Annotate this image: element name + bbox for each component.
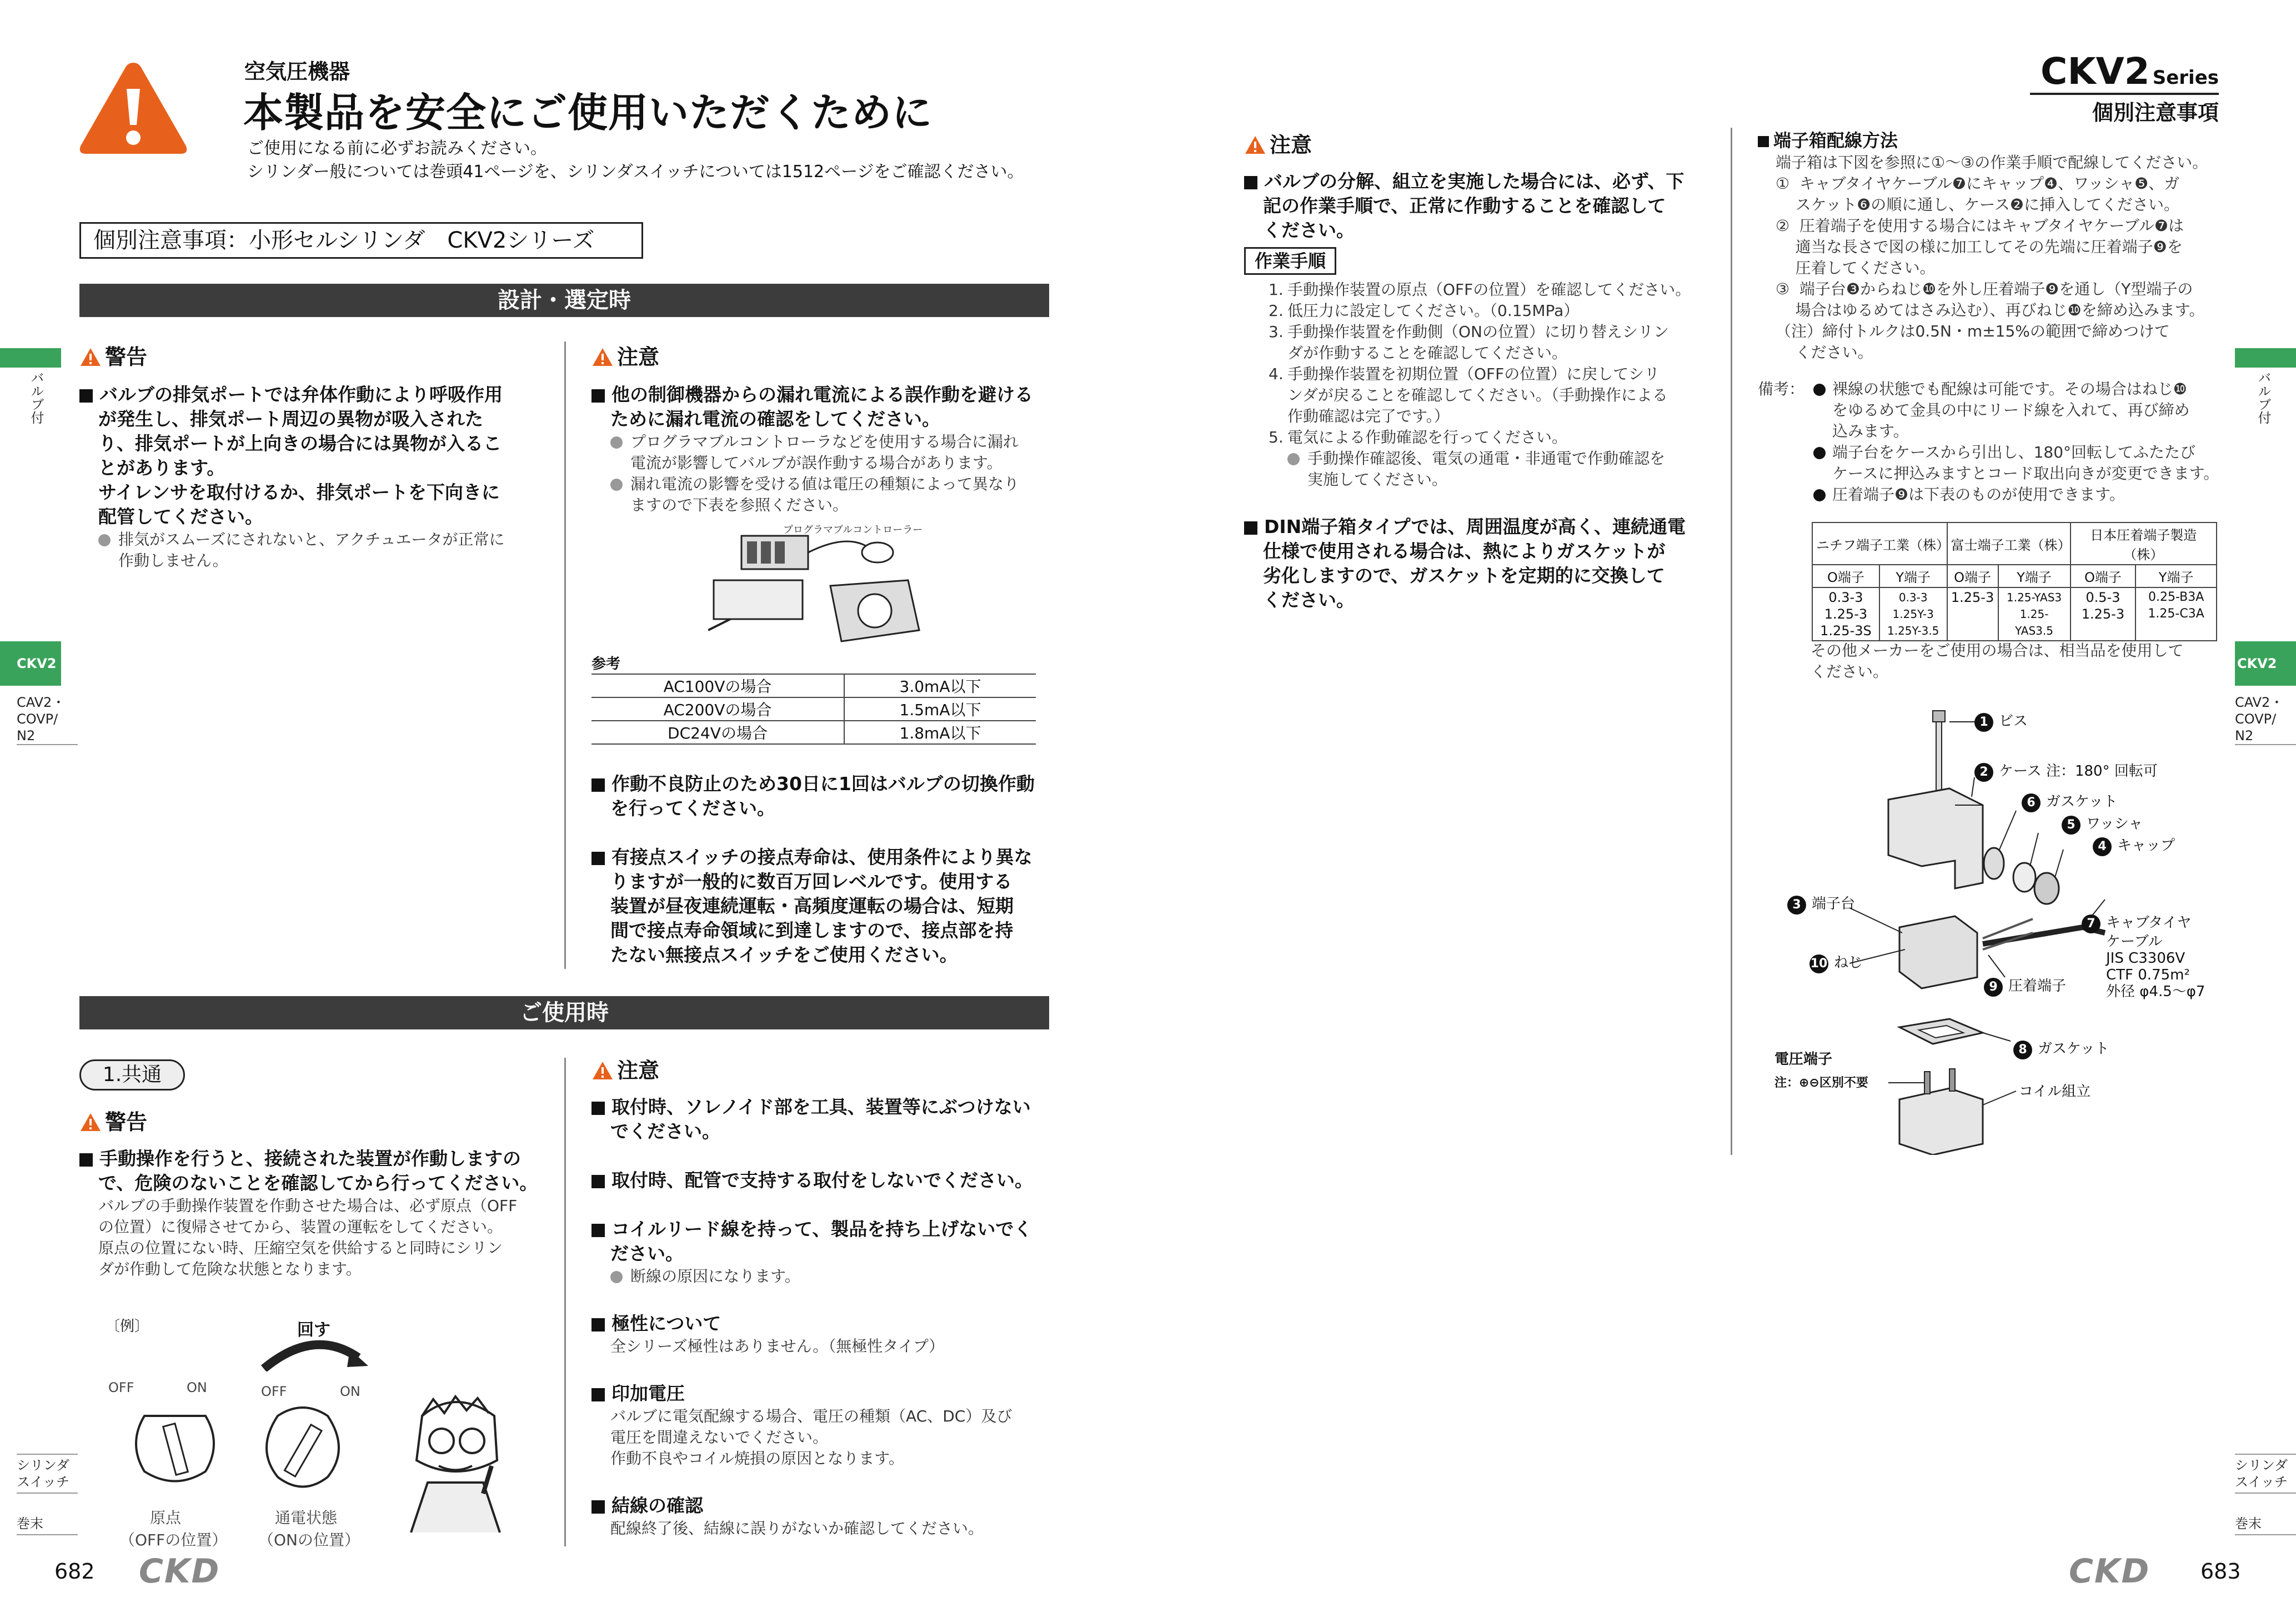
part-5 <box>2062 815 2143 835</box>
text-line: 実施してください。 <box>1307 470 1448 489</box>
step-number: 3. <box>1269 323 1284 341</box>
bullet-icon <box>591 1500 605 1514</box>
series-suffix: Series <box>2152 67 2219 89</box>
table-cell: 1.5mA以下 <box>844 697 1036 721</box>
bullet-icon <box>1813 384 1826 396</box>
step-number: 5. <box>1269 428 1284 446</box>
leak-current-table <box>591 674 1036 745</box>
rotate-arrow-icon <box>258 1333 369 1371</box>
tab-valve-left-label: バルブ付 <box>28 371 44 424</box>
text-line: バルブの排気ポートでは弁体作動により呼吸作用 <box>99 384 503 405</box>
other-makers-1: その他メーカーをご使用の場合は、相当品を使用して <box>1811 641 2184 660</box>
mid-caution <box>591 340 1052 516</box>
tab-valve-right-label: バルブ付 <box>2255 371 2271 424</box>
tab-switch-right[interactable] <box>2235 1454 2296 1494</box>
bullet-icon <box>1244 176 1257 189</box>
caption-on-a: 通電状態 <box>275 1509 338 1527</box>
tab-label: CAV2・ <box>2235 695 2284 710</box>
tab-label: シリンダ <box>2235 1458 2288 1473</box>
text-line: ください。 <box>1263 589 1355 611</box>
use-caution <box>591 1053 1052 1539</box>
coil-assembly-label: コイル組立 <box>2019 1083 2091 1100</box>
step-number: 1. <box>1269 280 1284 299</box>
text-line: の位置）に復帰させてから、装置の運転をしてください。 <box>98 1218 503 1236</box>
text-line: 作動不良防止のため30日に1回はバルブの切換作動 <box>611 773 1035 795</box>
text-line: スケット❻の順に通し、ケース❷に挿入してください。 <box>1776 195 2180 214</box>
table-cell: 1.8mA以下 <box>844 721 1036 744</box>
text-line: 適当な長さで図の様に加工してその先端に圧着端子❾を <box>1776 238 2183 256</box>
text-line: 有接点スイッチの接点寿命は、使用条件により異な <box>611 846 1032 868</box>
text-line: でください。 <box>610 1120 720 1142</box>
off-label-2: OFF <box>261 1384 287 1399</box>
text-line: ださい。 <box>610 1243 684 1264</box>
intro-line-2: シリンダー般については巻頭41ページを、シリンダスイッチについては1512ページをご確認ください。 <box>247 162 1024 182</box>
table-header: ニチフ端子工業（株） <box>1812 522 1947 565</box>
table-cell: 0.3-3 1.25-3 1.25-3S <box>1812 587 1879 641</box>
caution-small-icon <box>1244 135 1266 155</box>
text-line: （注）締付トルクは0.5N・m±15%の範囲で締めつけて <box>1776 322 2170 340</box>
text-line: 低圧力に設定してください。（0.15MPa） <box>1287 302 1580 320</box>
part-label: 端子台 <box>1812 896 1856 912</box>
text-line: 手動操作を行うと、接続された装置が作動しますの <box>99 1148 521 1169</box>
text-line: 劣化しますので、ガスケットを定期的に交換して <box>1263 565 1665 586</box>
left-warning <box>79 340 540 571</box>
page-number-left: 682 <box>54 1559 95 1584</box>
caution-label: 注意 <box>617 1058 660 1083</box>
text-line: りますが一般的に数百万回レベルです。使用する <box>610 871 1012 892</box>
caution-label: 注意 <box>617 345 660 369</box>
mid-caution-more <box>591 772 1052 967</box>
part-number: 7 <box>2082 914 2101 933</box>
table-header: O端子 <box>2071 565 2136 587</box>
text-line: ために漏れ電流の確認をしてください。 <box>610 408 940 430</box>
plc-label: プログラマブルコントローラー <box>783 524 923 536</box>
series-name: CKV2 <box>2041 50 2150 93</box>
table-cell: 0.3-3 1.25Y-3 1.25Y-3.5 <box>1879 587 1947 641</box>
dial-off-icon <box>128 1394 222 1488</box>
text-line: 全シリーズ極性はありません。（無極性タイプ） <box>610 1337 945 1355</box>
part-number: 5 <box>2062 816 2081 835</box>
section-use-bar: ご使用時 <box>79 996 1049 1029</box>
procedure-title: 作業手順 <box>1244 247 1336 275</box>
table-cell: 0.25-B3A 1.25-C3A <box>2135 587 2217 641</box>
tab-label: シリンダ <box>17 1458 70 1473</box>
part-number: 9 <box>1984 978 2003 997</box>
part-label: 外径 φ4.5〜φ7 <box>2106 983 2205 1000</box>
caption-on-b: （ONの位置） <box>258 1531 360 1549</box>
warning-label: 警告 <box>105 1110 148 1134</box>
part-label: ガスケット <box>2046 793 2118 810</box>
text-line: 他の制御機器からの漏れ電流による誤作動を避ける <box>611 384 1033 405</box>
text-line: バルブの手動操作装置を作動させた場合は、必ず原点（OFF <box>98 1197 518 1215</box>
tab-cav2-left[interactable] <box>17 694 78 745</box>
part-number: 10 <box>1809 954 1828 973</box>
table-cell: 1.25-3 <box>1947 587 1998 641</box>
part-2 <box>1974 762 2158 782</box>
text-line: ください。 <box>1263 219 1355 241</box>
table-row <box>591 721 1036 744</box>
bullet-icon <box>591 778 605 792</box>
text-line: 結線の確認 <box>611 1495 703 1516</box>
bullet-icon <box>1813 489 1826 501</box>
table-cell: 0.5-3 1.25-3 <box>2071 587 2136 641</box>
part-8 <box>2013 1040 2109 1059</box>
text-line: 電圧を間違えないでください。 <box>610 1428 829 1446</box>
text-line: 装置が昼夜連続運転・高頻度運転の場合は、短期 <box>610 895 1014 917</box>
other-makers-2: ください。 <box>1811 662 1889 681</box>
part-number: 3 <box>1787 896 1806 914</box>
note-dot-icon <box>98 534 111 546</box>
voltage-terminal-note: 注：⊕⊖区別不要 <box>1774 1076 1868 1090</box>
terminal-maker-table <box>1812 522 2217 641</box>
warning-small-icon <box>79 347 102 367</box>
right-caution <box>1244 128 1711 612</box>
column-divider <box>564 341 566 969</box>
table-header: O端子 <box>1812 565 1879 587</box>
note-dot-icon <box>610 1271 623 1283</box>
character-illustration <box>400 1394 511 1538</box>
table-row <box>1812 522 2217 565</box>
text-line: プログラマブルコントローラなどを使用する場合に漏れ <box>630 433 1019 451</box>
tab-label: CAV2・ <box>17 695 66 710</box>
bullet-icon <box>591 1102 605 1115</box>
part-label: ケーブル <box>2106 933 2163 950</box>
text-line: 電流が影響してバルブが誤作動する場合があります。 <box>630 454 1002 472</box>
text-line: DIN端子箱タイプでは、周囲温度が高く、連続通電 <box>1264 516 1686 537</box>
text-line: 間で接点寿命領域に到達しますので、接点部を持 <box>610 919 1014 941</box>
part-label: ワッシャ <box>2086 816 2143 832</box>
text-line: バルブに電気配線する場合、電圧の種類（AC、DC）及び <box>610 1407 1012 1425</box>
tab-label: N2 <box>2235 728 2254 743</box>
bullet-icon <box>591 852 605 865</box>
text-line: 手動操作装置を作動側（ONの位置）に切り替えシリン <box>1287 323 1669 341</box>
page-number-right: 683 <box>2200 1559 2241 1584</box>
note-dot-icon <box>610 479 623 491</box>
section-design-bar: 設計・選定時 <box>79 284 1049 317</box>
text-line: 漏れ電流の影響を受ける値は電圧の種類によって異なり <box>630 475 1020 493</box>
text-line: をゆるめて金具の中にリード線を入れて、再び締め <box>1832 401 2190 419</box>
bullet-icon <box>1813 447 1826 459</box>
part-label: ケース 注：180° 回転可 <box>1999 763 2158 780</box>
part-number: 2 <box>1974 763 1993 782</box>
use-warning <box>79 1105 540 1280</box>
text-line: 場合はゆるめてはさみ込む）、再びねじ❿を締め込みます。 <box>1776 301 2205 319</box>
text-line: で、危険のないことを確認してから行ってください。 <box>98 1172 538 1194</box>
off-label-1: OFF <box>108 1380 134 1395</box>
part-number: 1 <box>1974 713 1993 732</box>
table-row <box>1812 565 2217 587</box>
note-dot-icon <box>610 436 623 449</box>
part-number: 6 <box>2022 793 2041 812</box>
boxed-subtitle: 個別注意事項：小形セルシリンダ CKV2シリーズ <box>79 222 643 259</box>
series-subtitle: 個別注意事項 <box>2092 101 2219 125</box>
text-line: ダが作動して危険な状態となります。 <box>98 1260 362 1278</box>
column-divider <box>1731 128 1732 1155</box>
table-cell: AC200Vの場合 <box>591 697 844 721</box>
table-cell: AC100Vの場合 <box>591 674 844 697</box>
bullet-icon <box>79 389 93 403</box>
part-number: 8 <box>2013 1041 2032 1059</box>
common-tag: 1.共通 <box>79 1059 185 1091</box>
table-row <box>591 674 1036 697</box>
part-label: キャブタイヤ <box>2106 914 2192 931</box>
tab-label: スイッチ <box>2235 1474 2288 1490</box>
text-line: 端子台をケースから引出し、180°回転してふたたび <box>1832 443 2196 461</box>
text-line: たない無接点スイッチをご使用ください。 <box>610 944 958 966</box>
text-line: 極性について <box>611 1313 721 1334</box>
reference-title: 参考 <box>591 656 621 672</box>
wiring-title: 端子箱配線方法 <box>1773 130 1898 151</box>
text-line: り、排気ポートが上向きの場合には異物が入るこ <box>98 433 502 454</box>
part-number: 4 <box>2093 837 2112 856</box>
text-line: とがあります。 <box>98 457 225 479</box>
warning-triangle-icon <box>75 58 192 158</box>
table-cell: 1.25-YAS3 1.25-YAS3.5 <box>1998 587 2071 641</box>
table-cell: 3.0mA以下 <box>844 674 1036 697</box>
tab-label: N2 <box>17 728 36 743</box>
part-label: 圧着端子 <box>2008 978 2067 994</box>
bullet-icon <box>591 1318 605 1331</box>
text-line: サイレンサを取付けるか、排気ポートを下向きに <box>98 481 500 503</box>
text-line: 圧着端子❾は下表のものが使用できます。 <box>1832 485 2125 504</box>
caution-small-icon <box>591 1061 614 1081</box>
tab-label: COVP/ <box>17 711 58 727</box>
text-line: 手動操作確認後、電気の通電・非通電で作動確認を <box>1307 449 1666 468</box>
bullet-icon <box>591 1388 605 1401</box>
text-line: 電気による作動確認を行ってください。 <box>1287 428 1568 446</box>
bullet-icon <box>1758 136 1769 147</box>
bullet-icon <box>591 389 605 403</box>
step-number: 2. <box>1269 302 1284 320</box>
text-line: 作動不良やコイル焼損の原因となります。 <box>610 1449 904 1468</box>
text-line: 裸線の状態でも配線は可能です。その場合はねじ❿ <box>1832 380 2187 398</box>
table-header: Y端子 <box>2135 565 2217 587</box>
category-label: 空気圧機器 <box>244 59 350 84</box>
tab-label: COVP/ <box>2235 711 2277 727</box>
part-label: JIS C3306V <box>2106 950 2185 967</box>
text-line: コイルリード線を持って、製品を持ち上げないでく <box>611 1218 1032 1240</box>
part-1 <box>1974 712 2028 732</box>
dial-on-icon <box>255 1399 350 1494</box>
table-header: Y端子 <box>1998 565 2071 587</box>
part-9 <box>1984 977 2066 997</box>
wiring-section <box>1758 129 2224 505</box>
voltage-terminal-label: 電圧端子 <box>1774 1051 1833 1068</box>
text-line: 取付時、配管で支持する取付をしないでください。 <box>611 1169 1033 1191</box>
table-row <box>591 697 1036 721</box>
text-line: 手動操作装置の原点（OFFの位置）を確認してください。 <box>1287 280 1691 299</box>
tab-valve-left[interactable] <box>0 348 61 368</box>
part-label: CTF 0.75m² <box>2106 967 2190 983</box>
warning-label: 警告 <box>105 345 148 369</box>
text-line: ② 圧着端子を使用する場合にはキャブタイヤケーブル❼は <box>1776 217 2184 235</box>
step-number: 4. <box>1269 365 1284 383</box>
tab-cav2-right[interactable] <box>2235 694 2296 745</box>
part-label: ガスケット <box>2038 1041 2109 1057</box>
text-line: 断線の原因になります。 <box>630 1267 800 1285</box>
intro-line-1: ご使用になる前に必ずお読みください。 <box>247 139 547 158</box>
part-4 <box>2093 837 2175 856</box>
ckd-logo-right: CKD <box>2069 1552 2150 1591</box>
text-line: ① キャブタイヤケーブル❼にキャップ❹、ワッシャ❺、ガ <box>1776 174 2180 193</box>
table-cell: DC24Vの場合 <box>591 721 844 744</box>
text-line: 配線終了後、結線に誤りがないか確認してください。 <box>610 1519 984 1537</box>
on-label-2: ON <box>340 1384 360 1399</box>
tab-end-right[interactable]: 巻末 <box>2235 1513 2296 1535</box>
text-line: ますので下表を参照ください。 <box>630 496 849 514</box>
column-divider <box>564 1058 566 1546</box>
tab-ckv2-right[interactable]: CKV2 <box>2235 641 2296 686</box>
text-line: 記の作業手順で、正常に作動することを確認して <box>1263 195 1666 217</box>
table-header: 日本圧着端子製造（株） <box>2071 522 2217 565</box>
text-line: 端子箱は下図を参照に①〜③の作業手順で配線してください。 <box>1776 153 2208 172</box>
text-line: ンダが戻ることを確認してください。（手動操作による <box>1287 386 1668 404</box>
warning-small-icon <box>79 1112 102 1132</box>
ckd-logo-left: CKD <box>139 1552 220 1591</box>
note-dot-icon <box>1287 453 1300 465</box>
text-line: 作動確認は完了です。） <box>1287 407 1450 425</box>
text-line: 印加電圧 <box>611 1383 685 1404</box>
table-header: Y端子 <box>1879 565 1947 587</box>
bullet-icon <box>591 1224 605 1237</box>
text-line: 手動操作装置を初期位置（OFFの位置）に戻してシリ <box>1287 365 1660 383</box>
text-line: を行ってください。 <box>610 797 775 819</box>
text-line: ケースに押込みますとコード取出向きが変更できます。 <box>1832 464 2219 483</box>
part-10 <box>1809 954 1863 973</box>
text-line: ③ 端子台❸からねじ❿を外し圧着端子❾を通し（Y型端子の <box>1776 280 2193 298</box>
tab-label: スイッチ <box>17 1474 70 1490</box>
push-label: 回す <box>297 1320 330 1340</box>
text-line: 排気がスムーズにされないと、アクチュエータが正常に <box>118 530 505 549</box>
part-label: ねじ <box>1834 954 1863 971</box>
text-line: 仕様で使用される場合は、熱によりガスケットが <box>1263 540 1666 562</box>
caution-small-icon <box>591 347 614 367</box>
page-title: 本製品を安全にご使用いただくために <box>243 89 933 136</box>
tab-ckv2-left[interactable]: CKV2 <box>0 641 61 686</box>
bullet-icon <box>591 1175 605 1188</box>
plc-illustration <box>708 519 930 658</box>
example-label: 〔例〕 <box>106 1318 149 1335</box>
part-7 <box>2082 914 2205 1000</box>
part-label: キャップ <box>2117 837 2175 854</box>
table-row <box>1812 587 2217 641</box>
caption-origin-b: （OFFの位置） <box>119 1531 228 1549</box>
caption-origin-a: 原点 <box>150 1509 182 1527</box>
text-line: が発生し、排気ポート周辺の異物が吸入された <box>98 408 483 430</box>
text-line: バルブの分解、組立を実施した場合には、必ず、下 <box>1264 170 1685 192</box>
table-header: O端子 <box>1947 565 1998 587</box>
on-label-1: ON <box>187 1380 207 1395</box>
text-line: 込みます。 <box>1832 422 1909 440</box>
text-line: 配管してください。 <box>98 506 263 527</box>
tab-valve-right[interactable] <box>2235 348 2296 368</box>
text-line: ダが作動することを確認してください。 <box>1287 344 1568 362</box>
tab-end-left[interactable]: 巻末 <box>17 1513 78 1535</box>
text-line: 原点の位置にない時、圧縮空気を供給すると同時にシリン <box>98 1239 503 1257</box>
text-line: 取付時、ソレノイド部を工具、装置等にぶつけない <box>611 1096 1031 1118</box>
series-header <box>2030 50 2219 95</box>
text-line: 作動しません。 <box>118 551 228 570</box>
part-6 <box>2022 793 2118 812</box>
remark-label: 備考： <box>1758 380 1805 398</box>
table-header: 富士端子工業（株） <box>1947 522 2071 565</box>
part-3 <box>1787 895 1855 914</box>
bullet-icon <box>79 1153 93 1167</box>
part-label: ビス <box>1999 713 2028 730</box>
tab-switch-left[interactable] <box>17 1454 78 1494</box>
bullet-icon <box>1244 521 1257 535</box>
text-line: 圧着してください。 <box>1776 259 1936 277</box>
caution-label: 注意 <box>1270 133 1312 157</box>
text-line: ください。 <box>1776 343 1873 361</box>
